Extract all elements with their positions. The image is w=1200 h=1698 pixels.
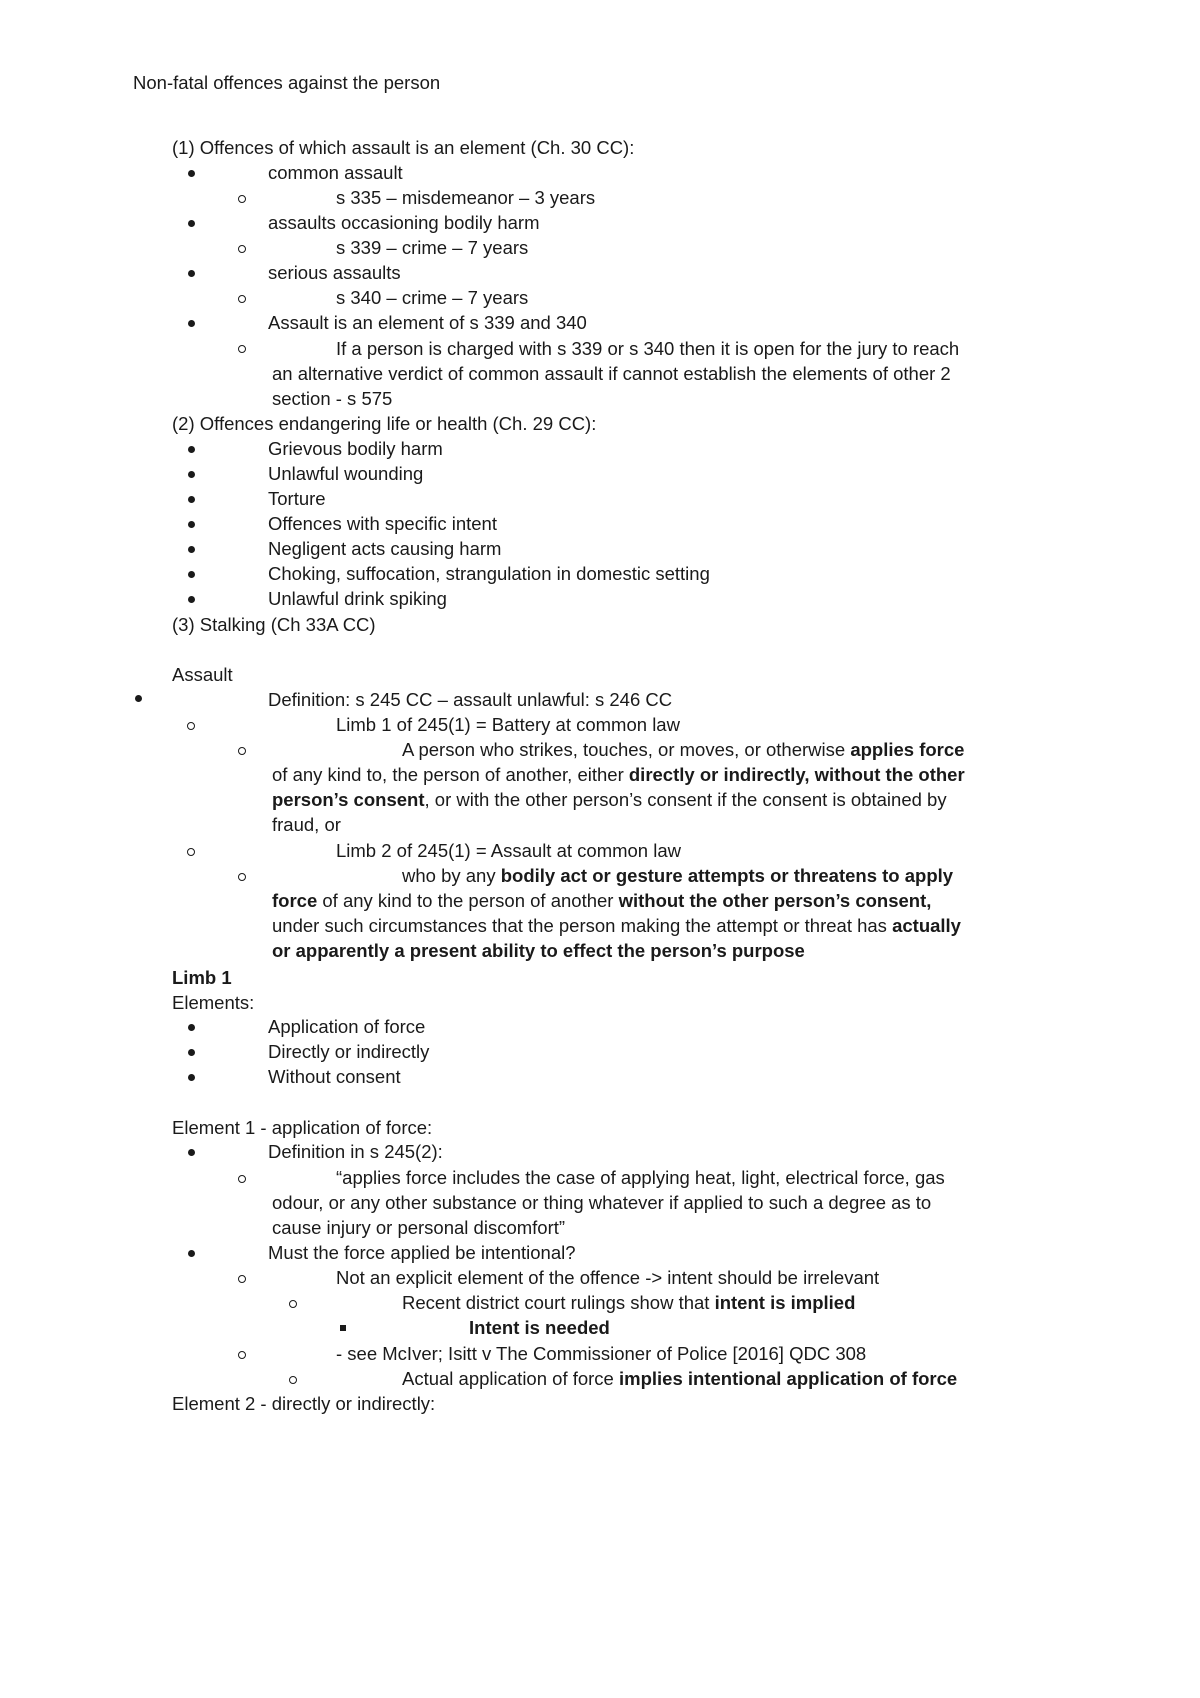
list-item: Application of force (268, 1016, 426, 1037)
assault-definition: Definition: s 245 CC – assault unlawful: s 246 CC (268, 689, 673, 710)
circle-bullet-icon (289, 1376, 297, 1384)
quote-line: “applies force includes the case of applying heat, light, electrical force, gas (336, 1167, 945, 1188)
limb2-text-line: or apparently a present ability to effect the person’s purpose (272, 940, 805, 961)
circle-bullet-icon (238, 873, 246, 881)
limb2-text-line: who by any bodily act or gesture attempts or threatens to apply (402, 865, 954, 886)
limb1-text-line: A person who strikes, touches, or moves, or otherwise applies force (402, 739, 965, 760)
list-item: Unlawful drink spiking (268, 588, 447, 609)
element2-heading: Element 2 - directly or indirectly: (172, 1393, 436, 1414)
list-item: s 340 – crime – 7 years (336, 287, 529, 308)
list-item: Actual application of force implies intentional application of force (402, 1368, 958, 1389)
elements-label: Elements: (172, 992, 255, 1013)
element1-heading: Element 1 - application of force: (172, 1117, 433, 1138)
limb2-text-line: under such circumstances that the person making the attempt or threat has actually (272, 915, 961, 936)
list-item: s 339 – crime – 7 years (336, 237, 529, 258)
limb1-label: Limb 1 of 245(1) = Battery at common law (336, 714, 680, 735)
circle-bullet-icon (187, 848, 195, 856)
bullet-icon (188, 220, 195, 227)
list-item: Intent is needed (469, 1317, 610, 1338)
list-item: Negligent acts causing harm (268, 538, 502, 559)
bullet-icon (135, 695, 142, 702)
limb2-label: Limb 2 of 245(1) = Assault at common law (336, 840, 681, 861)
document-title: Non-fatal offences against the person (133, 72, 441, 93)
quote-line: cause injury or personal discomfort” (272, 1217, 566, 1238)
bullet-icon (188, 496, 195, 503)
category-3-heading: (3) Stalking (Ch 33A CC) (172, 614, 376, 635)
bullet-icon (188, 1049, 195, 1056)
list-item: section - s 575 (272, 388, 393, 409)
circle-bullet-icon (238, 1351, 246, 1359)
list-item: common assault (268, 162, 403, 183)
list-item: Without consent (268, 1066, 401, 1087)
assault-heading: Assault (172, 664, 233, 685)
list-item: s 335 – misdemeanor – 3 years (336, 187, 596, 208)
circle-bullet-icon (238, 1275, 246, 1283)
bullet-icon (188, 521, 195, 528)
circle-bullet-icon (238, 245, 246, 253)
circle-bullet-icon (238, 345, 246, 353)
circle-bullet-icon (289, 1300, 297, 1308)
list-item: Unlawful wounding (268, 463, 424, 484)
list-item: If a person is charged with s 339 or s 340 then it is open for the jury to reach (336, 338, 960, 359)
bullet-icon (188, 270, 195, 277)
bullet-icon (188, 170, 195, 177)
list-item: Recent district court rulings show that intent is implied (402, 1292, 856, 1313)
bullet-icon (188, 571, 195, 578)
quote-line: odour, or any other substance or thing whatever if applied to such a degree as to (272, 1192, 932, 1213)
list-item: serious assaults (268, 262, 401, 283)
limb2-text-line: force of any kind to the person of another without the other person’s consent, (272, 890, 932, 911)
list-item: - see McIver; Isitt v The Commissioner of Police [2016] QDC 308 (336, 1343, 867, 1364)
list-item: Directly or indirectly (268, 1041, 430, 1062)
bullet-icon (188, 1149, 195, 1156)
list-item: Torture (268, 488, 326, 509)
bullet-icon (188, 1250, 195, 1257)
bullet-icon (188, 1024, 195, 1031)
list-item: Offences with specific intent (268, 513, 497, 534)
category-1-heading: (1) Offences of which assault is an element (Ch. 30 CC): (172, 137, 635, 158)
list-item: an alternative verdict of common assault if cannot establish the elements of other 2 (272, 363, 951, 384)
bullet-icon (188, 596, 195, 603)
category-2-heading: (2) Offences endangering life or health (Ch. 29 CC): (172, 413, 597, 434)
list-item: Grievous bodily harm (268, 438, 443, 459)
list-item: Must the force applied be intentional? (268, 1242, 576, 1263)
bullet-icon (188, 446, 195, 453)
list-item: assaults occasioning bodily harm (268, 212, 540, 233)
bullet-icon (188, 546, 195, 553)
circle-bullet-icon (238, 195, 246, 203)
limb1-heading: Limb 1 (172, 967, 232, 988)
circle-bullet-icon (238, 1175, 246, 1183)
list-item: Not an explicit element of the offence -> intent should be irrelevant (336, 1267, 880, 1288)
limb1-text-line: person’s consent, or with the other person’s consent if the consent is obtained by (272, 789, 947, 810)
circle-bullet-icon (187, 722, 195, 730)
bullet-icon (188, 471, 195, 478)
circle-bullet-icon (238, 295, 246, 303)
bullet-icon (188, 1074, 195, 1081)
limb1-text-line: fraud, or (272, 814, 341, 835)
circle-bullet-icon (238, 747, 246, 755)
limb1-text-line: of any kind to, the person of another, either directly or indirectly, without the other (272, 764, 965, 785)
square-bullet-icon (340, 1325, 346, 1331)
list-item: Definition in s 245(2): (268, 1141, 443, 1162)
list-item: Choking, suffocation, strangulation in domestic setting (268, 563, 710, 584)
bullet-icon (188, 320, 195, 327)
list-item: Assault is an element of s 339 and 340 (268, 312, 587, 333)
